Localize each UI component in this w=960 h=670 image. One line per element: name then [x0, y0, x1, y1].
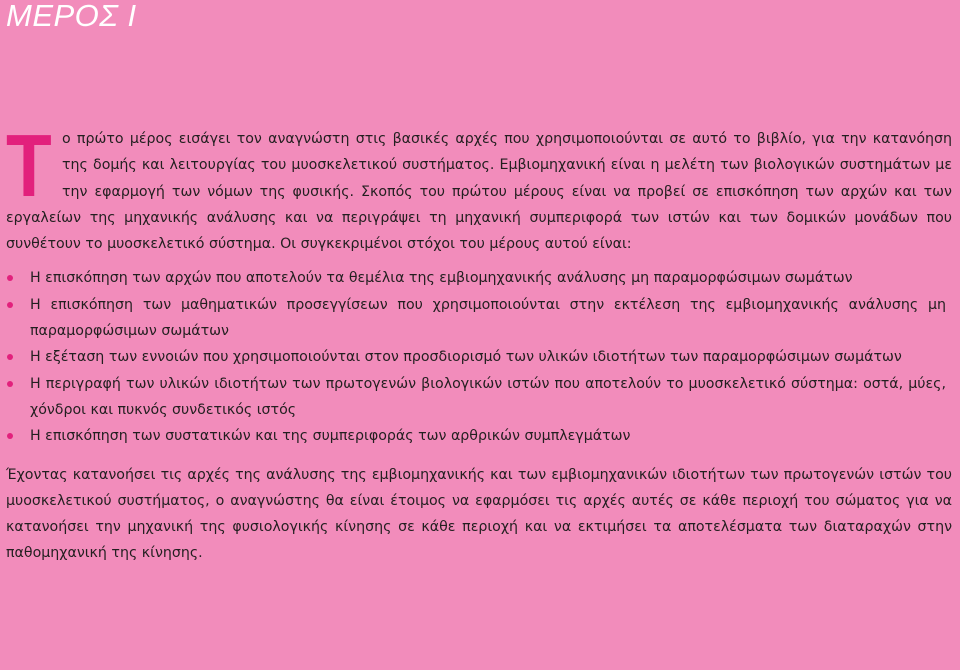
page-content — [6, 116, 952, 567]
goal-text: Η επισκόπηση των συστατικών και της συμπεριφοράς των αρθρικών συμπλεγμάτων — [30, 428, 631, 445]
bullet-icon — [7, 354, 13, 360]
goal-text: Η επισκόπηση των μαθηματικών προσεγγίσεων που χρησιμοποιούνται στην εκτέλεση της εμβιομηχανικής ανάλυσης μη παραμορφώσιμων σωμάτων — [30, 296, 946, 340]
goal-text: Η περιγραφή των υλικών ιδιοτήτων των πρωτογενών βιολογικών ιστών που αποτελούν το μυοσκελετικό σύστημα: οστά, μύες, χόνδροι και πυκνός συνδετικός ιστός — [30, 375, 946, 418]
goal-text: Η επισκόπηση των αρχών που αποτελούν τα θεμέλια της εμβιομηχανικής ανάλυσης μη παραμορφώσιμων σωμάτων — [30, 270, 853, 287]
bullet-icon — [7, 302, 13, 308]
intro-text: ο πρώτο μέρος εισάγει τον αναγνώστη στις βασικές αρχές που χρησιμοποιούνται σε αυτό το βιβλίο, για την κατανόηση της δομής και λειτουργίας του μυοσκελετικού συστήματος. Εμβιομηχανική είναι η μελέτη των βιολογικών συστημάτων με την εφαρμογή των νόμων της φυσικής. Σκοπός του πρώτου μέρους είναι να προβεί σε επισκόπηση των αρχών και των εργαλείων της μηχανικής ανάλυσης και να περιγράψει τη μηχανική συμπεριφορά των ιστών και των δομικών μονάδων που συνθέτουν το μυοσκελετικό σύστημα. Οι συγκεκριμένοι στόχοι του μέρους αυτού είναι: — [6, 131, 952, 253]
bullet-icon — [7, 433, 13, 439]
intro-paragraph — [6, 116, 952, 257]
drop-cap: Τ — [6, 116, 52, 215]
bullet-icon — [7, 275, 13, 281]
list-item — [6, 344, 952, 370]
list-item — [6, 371, 952, 424]
list-item — [6, 265, 952, 291]
outro-paragraph: Έχοντας κατανοήσει τις αρχές της ανάλυσης της εμβιομηχανικής και των εμβιομηχανικών ιδιοτήτων των πρωτογενών ιστών του μυοσκελετικού συστήματος, ο αναγνώστης θα είναι έτοιμος να εφαρμόσει τις αρχές αυτές σε κάθε περιοχή του σώματος για να κατανοήσει την μηχανική της φυσιολογικής κίνησης σε κάθε περιοχή και να εκτιμήσει τα αποτελέσματα των διαταραχών στην παθομηχανική της κίνησης. — [6, 466, 952, 562]
list-item — [6, 292, 952, 345]
bullet-icon — [7, 381, 13, 387]
goals-list — [6, 265, 952, 449]
part-title: ΜΕΡΟΣ Ι — [6, 0, 137, 33]
goal-text: Η εξέταση των εννοιών που χρησιμοποιούνται στον προσδιορισμό των υλικών ιδιοτήτων των παραμορφώσιμων σωμάτων — [30, 349, 902, 366]
list-item — [6, 423, 952, 449]
